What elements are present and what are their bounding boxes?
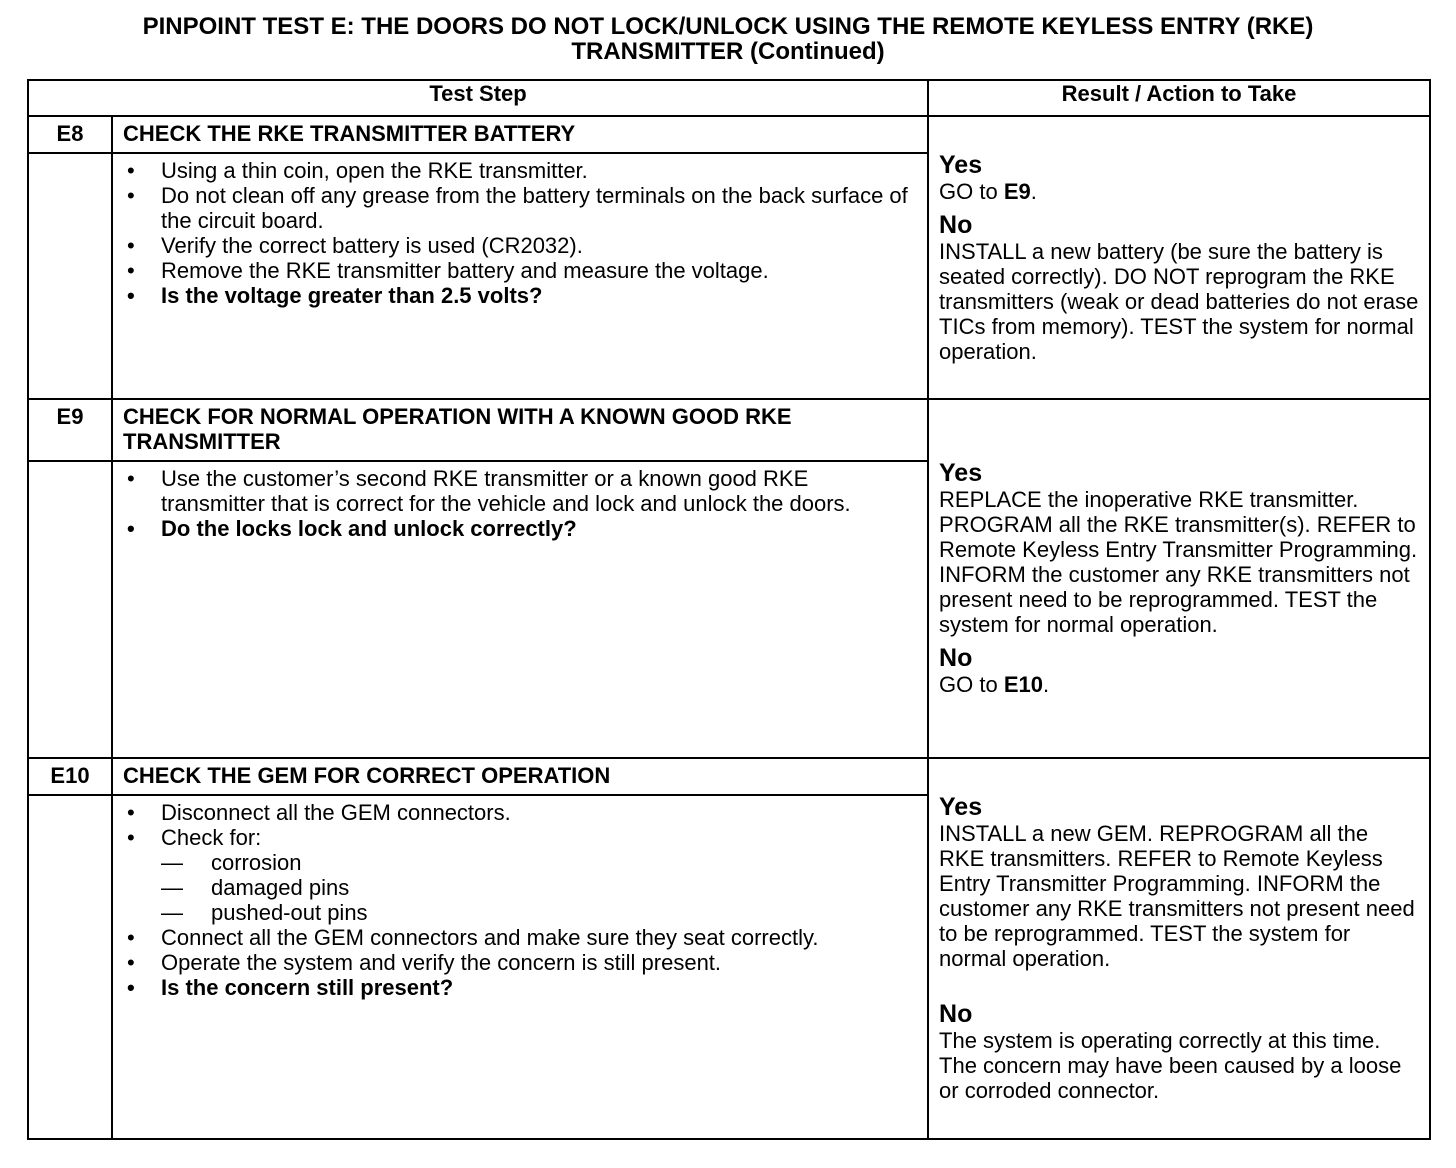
yes-label-e8: Yes <box>939 150 983 179</box>
yes-text-e10: INSTALL a new GEM. REPROGRAM all the RKE transmitters. REFER to Remote Keyless Entry Transmitter Programming. INFORM the customer any RKE transmitters not present need to be reprogrammed. TEST the system for normal operation. <box>939 821 1415 971</box>
list-item: • Using a thin coin, open the RKE transmitter. <box>123 158 917 183</box>
step-title-e8: CHECK THE RKE TRANSMITTER BATTERY <box>112 116 928 153</box>
step-ref-e10: E10 <box>1003 672 1043 697</box>
yes-label-e9: Yes <box>939 459 983 487</box>
step-e8-title-row <box>28 116 1430 153</box>
title-line-1: PINPOINT TEST E: THE DOORS DO NOT LOCK/UNLOCK USING THE REMOTE KEYLESS ENTRY (RKE) <box>142 13 1314 40</box>
list-item: • Disconnect all the GEM connectors. <box>123 800 917 825</box>
step-body-e8 <box>112 153 928 399</box>
check-for-list <box>161 850 917 925</box>
step-id-e8: E8 <box>28 116 112 153</box>
step-title-e10: CHECK THE GEM FOR CORRECT OPERATION <box>112 758 928 795</box>
no-text-e8: INSTALL a new battery (be sure the battery is seated correctly). DO NOT reprogram the RKE transmitters (weak or dead batteries do not erase TICs from memory). TEST the system for normal operation. <box>939 238 1419 364</box>
header-test-step: Test Step <box>28 80 928 116</box>
step-body-e10 <box>112 795 928 1139</box>
list-item: • Do not clean off any grease from the battery terminals on the back surface of the circuit board. <box>123 183 917 233</box>
list-item: • Check for: — corrosion — damaged pins — pushed-out pins <box>123 825 917 925</box>
no-label-e10: No <box>939 1000 973 1028</box>
list-item: • Operate the system and verify the concern is still present. <box>123 950 917 975</box>
step-question-e10: • Is the concern still present? <box>123 975 917 1000</box>
no-label-e8: No <box>939 210 973 239</box>
result-e10 <box>928 758 1430 1139</box>
table-header-row <box>28 80 1430 116</box>
list-item: — pushed-out pins <box>161 900 917 925</box>
step-e10-title-row <box>28 758 1430 795</box>
step-id-e9: E9 <box>28 399 112 461</box>
yes-text-e8: GO to E9. <box>939 178 1037 204</box>
list-item: • Verify the correct battery is used (CR2032). <box>123 233 917 258</box>
step-id-e10: E10 <box>28 758 112 795</box>
no-label-e9: No <box>939 644 973 672</box>
yes-text-e9: REPLACE the inoperative RKE transmitter. PROGRAM all the RKE transmitter(s). REFER to Remote Keyless Entry Transmitter Programming. INFORM the customer any RKE transmitters not present need to be reprogrammed. TEST the system for normal operation. <box>939 487 1418 637</box>
no-text-e10: The system is operating correctly at this time. The concern may have been caused by a loose or corroded connector. <box>939 1028 1402 1103</box>
list-item: — corrosion <box>161 850 917 875</box>
list-item: • Connect all the GEM connectors and make sure they seat correctly. <box>123 925 917 950</box>
list-item: • Remove the RKE transmitter battery and measure the voltage. <box>123 258 917 283</box>
title-line-2: TRANSMITTER (Continued) <box>571 38 885 65</box>
step-title-e9: CHECK FOR NORMAL OPERATION WITH A KNOWN GOOD RKE TRANSMITTER <box>112 399 928 461</box>
yes-label-e10: Yes <box>939 793 983 821</box>
result-e8 <box>928 116 1430 399</box>
step-question-e8: • Is the voltage greater than 2.5 volts? <box>123 283 917 308</box>
step-body-e9 <box>112 461 928 758</box>
step-e9-title-row <box>28 399 1430 461</box>
step-ref-e9: E9 <box>1003 178 1031 204</box>
header-result: Result / Action to Take <box>928 80 1430 116</box>
step-question-e9: • Do the locks lock and unlock correctly? <box>123 516 917 541</box>
no-text-e9: GO to E10. <box>939 672 1050 697</box>
page-title <box>0 14 1456 64</box>
pinpoint-test-table <box>27 79 1431 1140</box>
result-e9 <box>928 399 1430 758</box>
list-item: • Use the customer’s second RKE transmitter or a known good RKE transmitter that is correct for the vehicle and lock and unlock the doors. <box>123 466 917 516</box>
list-item: — damaged pins <box>161 875 917 900</box>
